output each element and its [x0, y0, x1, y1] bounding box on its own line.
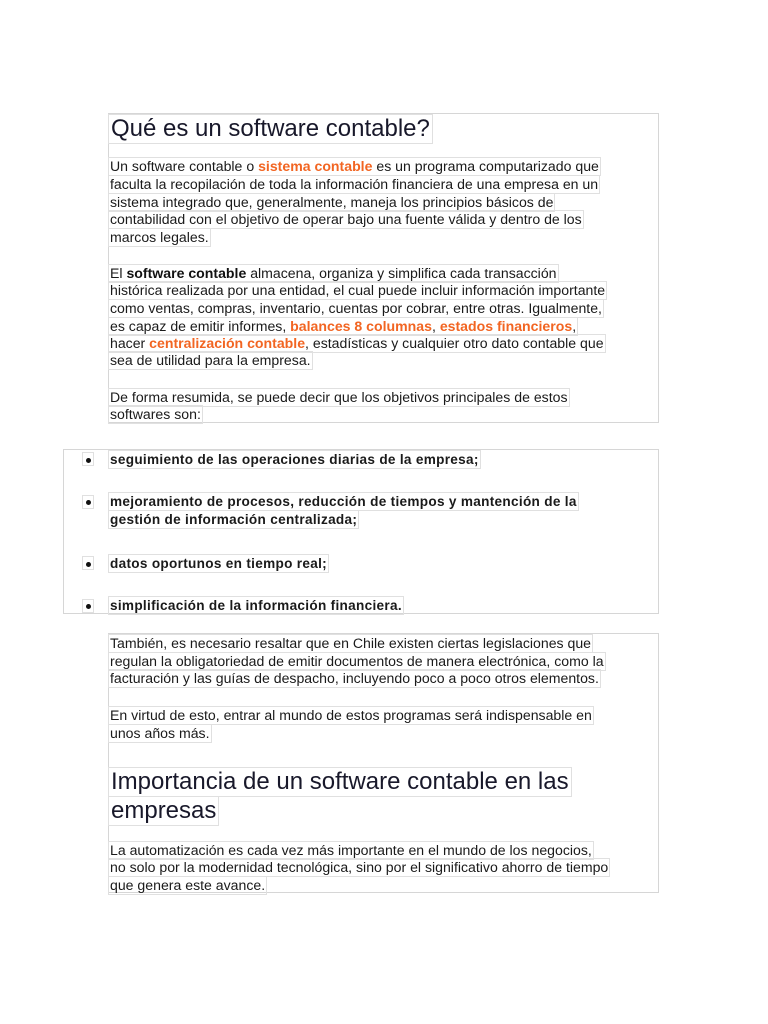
paragraph-line: También, es necesario resaltar que en Chile existen ciertas legislaciones que	[110, 635, 592, 651]
paragraph-line: facturación y las guías de despacho, incluyendo poco a poco otros elementos.	[110, 670, 599, 686]
text-span: ,	[431, 318, 440, 334]
balances-link[interactable]: balances 8 columnas	[290, 318, 432, 334]
bullet-list-block	[63, 449, 659, 614]
paragraph-line: que genera este avance.	[110, 877, 266, 893]
text-span: , estadísticas y cualquier otro dato contable que	[305, 335, 604, 351]
paragraph-line: unos años más.	[110, 725, 210, 741]
bullet-dot-icon	[86, 500, 91, 505]
paragraph-line: contabilidad con el objetivo de operar bajo una fuente válida y dentro de los	[110, 211, 582, 227]
paragraph-line: La automatización es cada vez más importante en el mundo de los negocios,	[110, 842, 592, 858]
text-span: El	[110, 265, 127, 281]
sistema-contable-link[interactable]: sistema contable	[258, 158, 373, 174]
bullet-dot-icon	[86, 458, 91, 463]
paragraph-line: no solo por la modernidad tecnológica, sino por el significativo ahorro de tiempo	[110, 859, 609, 875]
section-heading: Importancia de un software contable en las	[108, 767, 572, 797]
bullet-dot-icon	[86, 604, 91, 609]
paragraph-line: sea de utilidad para la empresa.	[110, 352, 311, 368]
paragraph-line: faculta la recopilación de toda la información financiera de una empresa en un	[110, 176, 599, 192]
text-span: es un programa computarizado que	[372, 158, 599, 174]
paragraph-line: marcos legales.	[110, 229, 209, 245]
paragraph-line: En virtud de esto, entrar al mundo de estos programas será indispensable en	[110, 707, 592, 723]
list-item: seguimiento de las operaciones diarias de la empresa;	[110, 452, 479, 467]
estados-financieros-link[interactable]: estados financieros	[439, 318, 573, 334]
paragraph-line	[108, 157, 601, 176]
section-heading-continuation: empresas	[108, 796, 219, 826]
list-item: mejoramiento de procesos, reducción de tiempos y mantención de la	[110, 494, 577, 509]
bold-term: software contable	[126, 265, 247, 281]
paragraph-line: sistema integrado que, generalmente, maneja los principios básicos de	[110, 194, 554, 210]
text-span: almacena, organiza y simplifica cada transacción	[246, 265, 557, 281]
centralizacion-link[interactable]: centralización contable	[149, 335, 306, 351]
bullet-dot-icon	[86, 562, 91, 567]
paragraph-line: De forma resumida, se puede decir que los objetivos principales de estos	[110, 389, 568, 405]
list-item: datos oportunos en tiempo real;	[110, 556, 327, 571]
list-item-continuation: gestión de información centralizada;	[110, 512, 358, 527]
paragraph-line: regulan la obligatoriedad de emitir documentos de manera electrónica, como la	[110, 653, 604, 669]
text-span: hacer	[110, 335, 150, 351]
paragraph-line: histórica realizada por una entidad, el cual puede incluir información importante	[110, 282, 606, 298]
text-span: Un software contable o	[110, 158, 259, 174]
text-span: es capaz de emitir informes,	[110, 318, 291, 334]
paragraph-line: softwares son:	[110, 406, 201, 422]
text-span: ,	[572, 318, 577, 334]
list-item: simplificación de la información financiera.	[110, 598, 402, 613]
paragraph-line: como ventas, compras, inventario, cuentas por cobrar, entre otras. Igualmente,	[110, 300, 602, 316]
page-title: Qué es un software contable?	[108, 114, 433, 144]
